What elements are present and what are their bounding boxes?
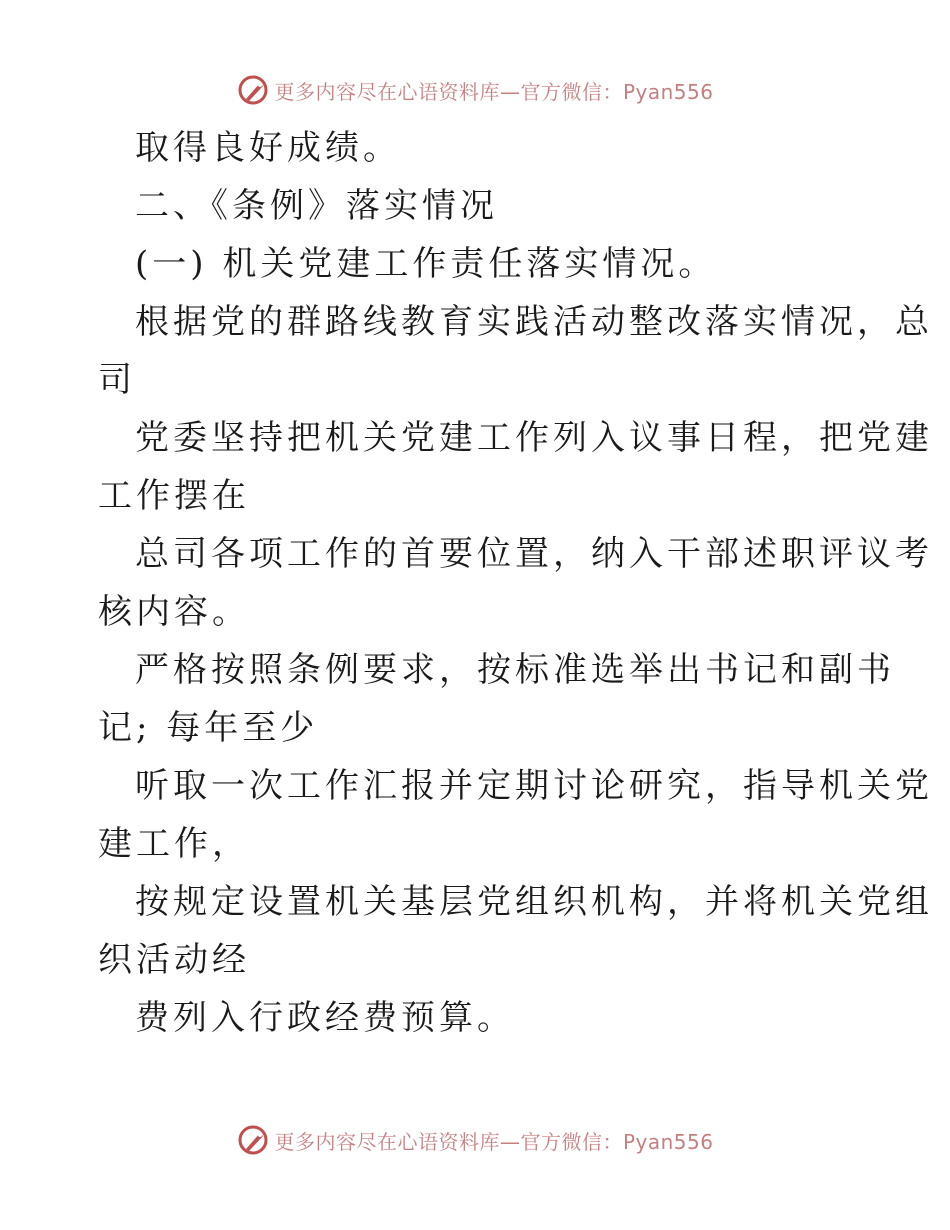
subsection-heading: (一) 机关党建工作责任落实情况。 [135, 244, 717, 284]
section-heading: 二、《条例》落实情况 [135, 186, 498, 226]
text-line: 党委坚持把机关党建工作列入议事日程，把党建 [135, 418, 933, 458]
text-line: 总司各项工作的首要位置，纳入干部述职评议考 [135, 534, 933, 574]
text-line: 建工作， [98, 824, 250, 864]
text-line: 工作摆在 [98, 476, 250, 516]
text-line: 记; 每年至少 [98, 708, 319, 748]
text-line: 取得良好成绩。 [135, 128, 401, 168]
text-line: 根据党的群路线教育实践活动整改落实情况，总 [135, 302, 933, 342]
watermark-text: 更多内容尽在心语资料库—官方微信：Pyan556 [274, 79, 714, 104]
text-line: 织活动经 [98, 940, 250, 980]
watermark-footer [0, 1120, 950, 1160]
watermark-text: 更多内容尽在心语资料库—官方微信：Pyan556 [274, 1129, 714, 1154]
text-line: 核内容。 [98, 592, 250, 632]
text-line: 严格按照条例要求，按标准选举出书记和副书 [135, 650, 895, 690]
text-line: 听取一次工作汇报并定期讨论研究，指导机关党 [135, 766, 933, 806]
text-line: 司 [98, 360, 136, 400]
text-line: 按规定设置机关基层党组织机构，并将机关党组 [135, 882, 933, 922]
pen-nib-logo-icon [236, 1123, 270, 1157]
text-line: 费列入行政经费预算。 [135, 998, 515, 1038]
